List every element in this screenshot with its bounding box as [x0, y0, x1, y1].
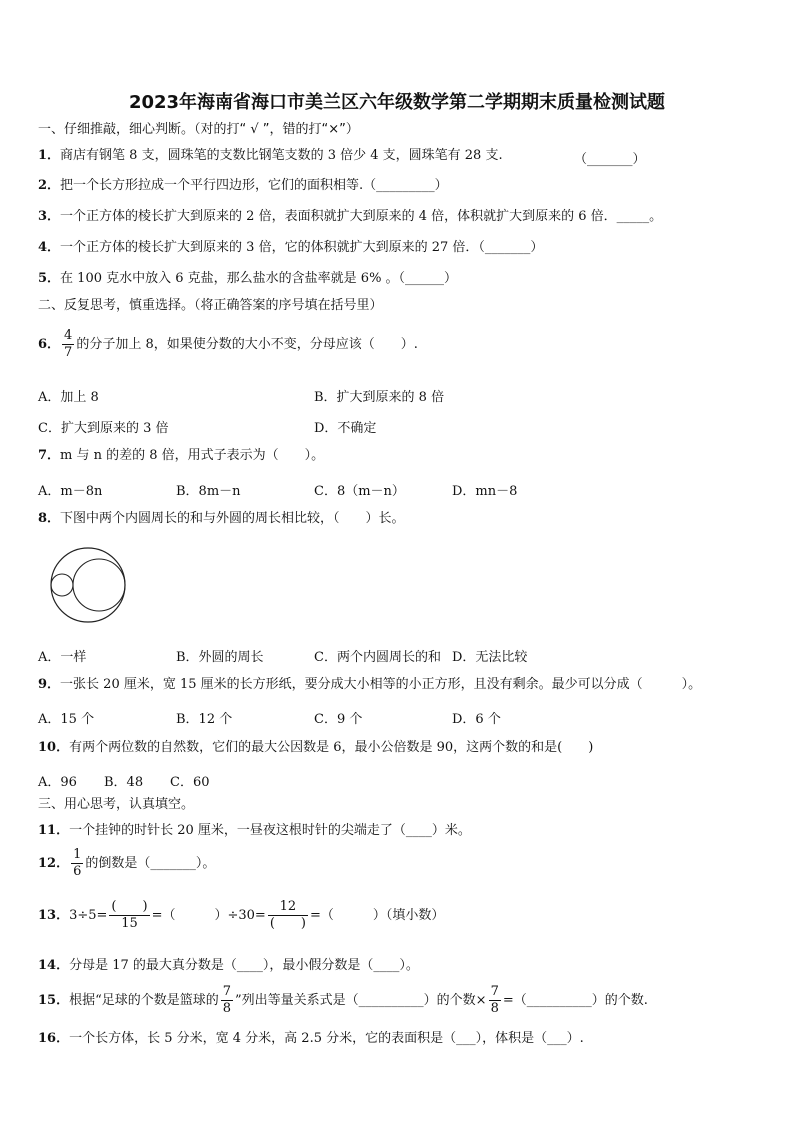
- section-2-heading: 二、反复思考，慎重选择。（将正确答案的序号填在括号里）: [38, 298, 383, 313]
- fraction-denominator: 15: [121, 916, 138, 931]
- page-title: 2023年海南省海口市美兰区六年级数学第二学期期末质量检测试题: [128, 92, 666, 113]
- question-7: [38, 448, 324, 464]
- question-text: 的倒数是（_______）。: [85, 856, 216, 871]
- question-number: 14．: [38, 958, 70, 973]
- question-number: 1．: [38, 148, 61, 163]
- option-a[interactable]: A．加上 8: [38, 390, 99, 405]
- question-number: 8．: [38, 511, 61, 526]
- question-number: 3．: [38, 209, 61, 224]
- question-text: 一张长 20 厘米，宽 15 厘米的长方形纸，要分成大小相等的小正方形，且没有剩余。最少可以分成（ ）。: [60, 677, 702, 692]
- fraction-numerator: 7: [490, 984, 499, 999]
- fraction-numerator: 7: [222, 984, 232, 999]
- option-d[interactable]: D．不确定: [314, 421, 377, 436]
- question-10: [38, 740, 593, 756]
- inner-circle-large: [73, 559, 125, 611]
- question-number: 10．: [38, 740, 70, 755]
- question-text: 分母是 17 的最大真分数是（____），最小假分数是（____）。: [69, 958, 419, 973]
- option-d[interactable]: D．6 个: [452, 712, 501, 727]
- expr-part: =（__________）的个数.: [502, 993, 648, 1008]
- question-number: 16．: [38, 1031, 70, 1046]
- question-number: 6．: [38, 337, 61, 352]
- option-a[interactable]: A．m－8n: [38, 484, 103, 499]
- fraction: [268, 899, 308, 932]
- fraction-denominator[interactable]: ( ): [269, 916, 306, 931]
- option-a[interactable]: A．96: [38, 775, 77, 790]
- question-15: [38, 984, 648, 1018]
- option-c[interactable]: C．9 个: [314, 712, 363, 727]
- expr-part: 3÷5=: [69, 908, 108, 923]
- question-16: [38, 1031, 584, 1047]
- question-number: 7．: [38, 448, 61, 463]
- section-3-heading: 三、用心思考，认真填空。: [38, 797, 195, 812]
- question-1: [38, 148, 503, 164]
- question-number: 5．: [38, 271, 61, 286]
- question-text: 下图中两个内圆周长的和与外圆的周长相比较，（ ）长。: [60, 511, 405, 526]
- question-number: 9．: [38, 677, 61, 692]
- inner-circle-small: [51, 574, 73, 596]
- expr-part: =（ ）÷30=: [151, 908, 266, 923]
- fraction: [489, 984, 501, 1017]
- question-13: [38, 899, 444, 933]
- question-text: 的分子加上 8，如果使分数的大小不变，分母应该（ ）.: [76, 337, 418, 352]
- question-9: [38, 677, 701, 693]
- question-number: 11．: [38, 823, 70, 838]
- fraction-numerator: 4: [64, 328, 73, 343]
- option-b[interactable]: B．外圆的周长: [176, 650, 264, 665]
- option-b[interactable]: B．8m－n: [176, 484, 241, 499]
- fraction: [221, 984, 233, 1017]
- question-text: 一个正方体的棱长扩大到原来的 3 倍，它的体积就扩大到原来的 27 倍．（_______）: [60, 240, 544, 255]
- question-text: 在 100 克水中放入 6 克盐，那么盐水的含盐率就是 6% 。（______）: [60, 271, 458, 286]
- question-14: [38, 958, 419, 974]
- question-text: 一个长方体，长 5 分米，宽 4 分米，高 2.5 分米，它的表面积是（___），体积是（___）.: [69, 1031, 584, 1046]
- question-11: [38, 823, 471, 839]
- question-8: [38, 511, 405, 527]
- fraction: [109, 899, 149, 932]
- option-a[interactable]: A．一样: [38, 650, 87, 665]
- question-text: 一个挂钟的时针长 20 厘米，一昼夜这根时针的尖端走了（____）米。: [69, 823, 471, 838]
- option-d[interactable]: D．mn－8: [452, 484, 518, 499]
- question-3: [38, 209, 662, 225]
- option-b[interactable]: B．48: [104, 775, 144, 790]
- question-text: 商店有钢笔 8 支，圆珠笔的支数比钢笔支数的 3 倍少 4 支，圆珠笔有 28 支.: [60, 148, 503, 163]
- question-text: 把一个长方形拉成一个平行四边形，它们的面积相等.（_________）: [60, 178, 448, 193]
- expr-part: ”列出等量关系式是（__________）的个数×: [235, 993, 487, 1008]
- fraction-numerator[interactable]: ( ): [111, 899, 148, 914]
- expr-part: 根据“足球的个数是篮球的: [69, 993, 219, 1008]
- option-a[interactable]: A．15 个: [38, 712, 95, 727]
- fraction-denominator: 7: [64, 345, 73, 360]
- outer-circle: [51, 548, 125, 622]
- option-b[interactable]: B．12 个: [176, 712, 233, 727]
- circles-figure: [40, 546, 134, 628]
- option-c[interactable]: C．60: [170, 775, 210, 790]
- fraction-denominator: 8: [222, 1001, 232, 1016]
- question-4: [38, 240, 543, 256]
- expr-part: =（ ）（填小数）: [309, 908, 445, 923]
- option-d[interactable]: D．无法比较: [452, 650, 528, 665]
- fraction-denominator: 8: [490, 1001, 499, 1016]
- question-6: [38, 328, 418, 362]
- answer-blank[interactable]: （_______）: [574, 152, 646, 167]
- question-text: m 与 n 的差的 8 倍，用式子表示为（ ）。: [60, 448, 325, 463]
- fraction-denominator: 6: [73, 864, 82, 879]
- fraction: [62, 328, 74, 361]
- option-c[interactable]: C．8（m－n）: [314, 484, 405, 499]
- option-c[interactable]: C．两个内圆周长的和: [314, 650, 441, 665]
- question-5: [38, 271, 457, 287]
- fraction: [71, 847, 83, 880]
- question-2: [38, 178, 448, 194]
- question-text: 有两个两位数的自然数，它们的最大公因数是 6，最小公倍数是 90，这两个数的和是( ): [69, 740, 594, 755]
- option-c[interactable]: C．扩大到原来的 3 倍: [38, 421, 169, 436]
- fraction-numerator: 1: [73, 847, 82, 862]
- question-number: 15．: [38, 993, 70, 1008]
- section-1-heading: 一、仔细推敲，细心判断。（对的打“ √ ”，错的打“×”）: [38, 122, 359, 137]
- question-number: 12．: [38, 856, 70, 871]
- question-12: [38, 847, 215, 881]
- question-number: 2．: [38, 178, 61, 193]
- question-number: 13．: [38, 908, 70, 923]
- question-number: 4．: [38, 240, 61, 255]
- fraction-numerator: 12: [268, 899, 308, 916]
- question-text: 一个正方体的棱长扩大到原来的 2 倍，表面积就扩大到原来的 4 倍，体积就扩大到原来的 6 倍．_____。: [60, 209, 663, 224]
- option-b[interactable]: B．扩大到原来的 8 倍: [314, 390, 445, 405]
